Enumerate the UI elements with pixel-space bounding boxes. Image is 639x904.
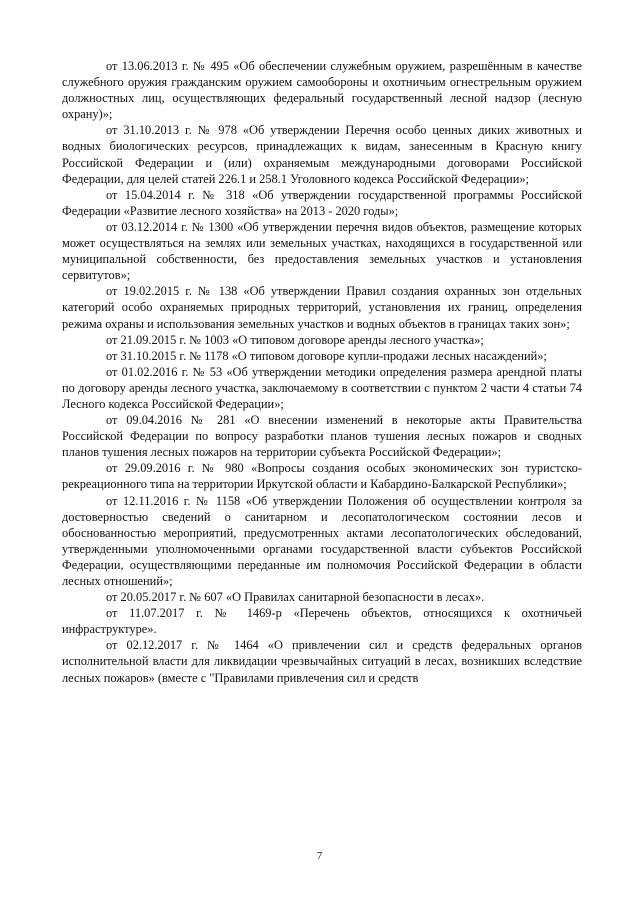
paragraph-8: от 01.02.2016 г. № 53 «Об утверждении методики определения размера арендной платы по договору аренды лесного участка, заключаемому в соответствии с пунктом 2 части 4 статьи 74 Лесного кодекса Российской Федерации»; (62, 364, 582, 411)
document-body (62, 58, 582, 686)
paragraph-4: от 03.12.2014 г. № 1300 «Об утверждении перечня видов объектов, размещение которых может осуществляться на землях или земельных участках, находящихся в государственной или муниципальной собственности, без предоставления земельных участков и установления сервитутов»; (62, 219, 582, 283)
paragraph-13: от 11.07.2017 г. № 1469-р «Перечень объектов, относящихся к охотничьей инфраструктуре». (62, 606, 582, 637)
paragraph-5: от 19.02.2015 г. № 138 «Об утверждении Правил создания охранных зон отдельных категорий особо охраняемых природных территорий, установления их границ, определения режима охраны и использования земельных участков и водных объектов в границах таких зон»; (62, 284, 582, 331)
paragraph-11: от 12.11.2016 г. № 1158 «Об утверждении Положения об осуществлении контроля за достоверностью сведений о санитарном и лесопатологическом состоянии лесов и обоснованностью мероприятий, предусмотренных актами лесопатологических обследований, утвержденными уполномоченными органами государственной власти субъектов Российской Федерации, осуществляющими переданные им полномочия Российской Федерации в области лесных отношений»; (62, 493, 582, 588)
paragraph-12: от 20.05.2017 г. № 607 «О Правилах санитарной безопасности в лесах». (106, 590, 485, 605)
paragraph-2: от 31.10.2013 г. № 978 «Об утверждении Перечня особо ценных диких животных и водных биологических ресурсов, принадлежащих к видам, занесенным в Красную книгу Российской Федерации и (или) охраняемым международными договорами Российской Федерации, для целей статей 226.1 и 258.1 Уголовного кодекса Российской Федерации»; (62, 123, 582, 186)
page-number: 7 (316, 850, 323, 862)
paragraph-9: от 09.04.2016 № 281 «О внесении изменений в некоторые акты Правительства Российской Федерации по вопросу разработки планов тушения лесных пожаров и сводных планов тушения лесных пожаров на территории субъекта Российской Федерации»; (62, 413, 582, 460)
paragraph-7: от 31.10.2015 г. № 1178 «О типовом договоре купли-продажи лесных насаждений»; (106, 348, 547, 363)
paragraph-1: от 13.06.2013 г. № 495 «Об обеспечении служебным оружием, разрешённым в качестве служебного оружия гражданским оружием самообороны и охотничьим огнестрельным оружием должностных лиц, осуществляющих федеральный государственный лесной надзор (лесную охрану)»; (62, 59, 582, 122)
paragraph-10: от 29.09.2016 г. № 980 «Вопросы создания особых экономических зон туристско-рекреационного типа на территории Иркутской области и Кабардино-Балкарской Республики»; (62, 461, 582, 492)
paragraph-6: от 21.09.2015 г. № 1003 «О типовом договоре аренды лесного участка»; (106, 332, 484, 347)
paragraph-14: от 02.12.2017 г. № 1464 «О привлечении сил и средств федеральных органов исполнительной власти для ликвидации чрезвычайных ситуаций в лесах, возникших вследствие лесных пожаров» (вместе с "Правилами привлечения сил и средств (62, 638, 582, 685)
paragraph-3: от 15.04.2014 г. № 318 «Об утверждении государственной программы Российской Федерации «Развитие лесного хозяйства» на 2013 - 2020 годы»; (62, 187, 582, 218)
